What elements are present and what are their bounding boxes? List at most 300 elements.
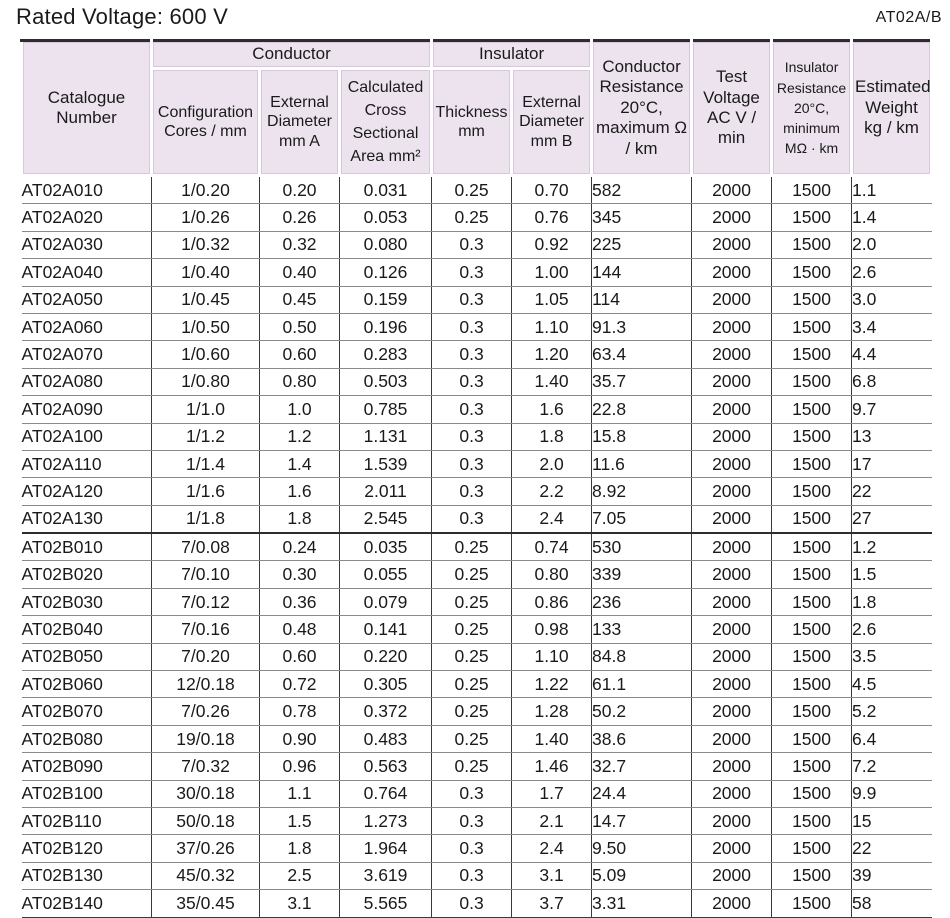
cell-test-voltage: 2000 [692, 423, 772, 450]
cell-test-voltage: 2000 [692, 259, 772, 286]
cell-insulator-external-diameter: 2.4 [512, 505, 592, 533]
cell-conductor-external-diameter: 0.48 [260, 616, 340, 643]
cell-conductor-external-diameter: 0.36 [260, 588, 340, 615]
cell-insulator-external-diameter: 0.74 [512, 533, 592, 561]
cell-conductor-external-diameter: 0.72 [260, 671, 340, 698]
table-row [22, 259, 932, 286]
cell-estimated-weight: 1.5 [852, 561, 932, 588]
cell-test-voltage: 2000 [692, 533, 772, 561]
cell-conductor-external-diameter: 0.26 [260, 204, 340, 231]
cell-insulator-thickness: 0.3 [432, 259, 512, 286]
cell-insulator-resistance: 1500 [772, 478, 852, 505]
cell-test-voltage: 2000 [692, 561, 772, 588]
cell-catalogue-number: AT02B010 [22, 533, 152, 561]
cell-insulator-resistance: 1500 [772, 753, 852, 780]
table-row [22, 478, 932, 505]
cell-cross-sectional-area: 0.785 [340, 396, 432, 423]
cell-conductor-resistance: 582 [592, 176, 692, 204]
cell-insulator-resistance: 1500 [772, 450, 852, 477]
cell-test-voltage: 2000 [692, 862, 772, 889]
cell-cross-sectional-area: 0.079 [340, 588, 432, 615]
cell-configuration: 7/0.12 [152, 588, 260, 615]
cell-test-voltage: 2000 [692, 807, 772, 834]
cell-conductor-external-diameter: 0.78 [260, 698, 340, 725]
cell-insulator-thickness: 0.3 [432, 423, 512, 450]
cell-insulator-thickness: 0.25 [432, 725, 512, 752]
cell-configuration: 37/0.26 [152, 835, 260, 862]
cell-catalogue-number: AT02A110 [22, 450, 152, 477]
cell-catalogue-number: AT02A100 [22, 423, 152, 450]
cell-conductor-external-diameter: 0.96 [260, 753, 340, 780]
table-row [22, 176, 932, 204]
cell-insulator-thickness: 0.3 [432, 478, 512, 505]
cell-test-voltage: 2000 [692, 698, 772, 725]
table-row [22, 368, 932, 395]
cell-estimated-weight: 13 [852, 423, 932, 450]
table-row [22, 780, 932, 807]
cell-catalogue-number: AT02A010 [22, 176, 152, 204]
cell-conductor-external-diameter: 0.60 [260, 341, 340, 368]
cell-estimated-weight: 5.2 [852, 698, 932, 725]
cell-estimated-weight: 1.4 [852, 204, 932, 231]
cell-conductor-resistance: 345 [592, 204, 692, 231]
header-insulator-group: Insulator [432, 41, 592, 69]
cell-cross-sectional-area: 0.159 [340, 286, 432, 313]
cell-insulator-external-diameter: 2.4 [512, 835, 592, 862]
cell-cross-sectional-area: 1.273 [340, 807, 432, 834]
table-row [22, 807, 932, 834]
cell-catalogue-number: AT02B040 [22, 616, 152, 643]
cell-test-voltage: 2000 [692, 643, 772, 670]
cell-test-voltage: 2000 [692, 505, 772, 533]
cell-estimated-weight: 3.4 [852, 313, 932, 340]
cell-catalogue-number: AT02A120 [22, 478, 152, 505]
cell-insulator-external-diameter: 1.22 [512, 671, 592, 698]
header-cross-sectional-area: Calculated Cross Sectional Area mm² [340, 69, 432, 176]
cell-insulator-thickness: 0.3 [432, 286, 512, 313]
cell-cross-sectional-area: 0.483 [340, 725, 432, 752]
cell-catalogue-number: AT02B080 [22, 725, 152, 752]
cell-insulator-thickness: 0.3 [432, 505, 512, 533]
cell-cross-sectional-area: 2.545 [340, 505, 432, 533]
table-row [22, 835, 932, 862]
table-row [22, 643, 932, 670]
cell-insulator-external-diameter: 2.0 [512, 450, 592, 477]
cell-catalogue-number: AT02A070 [22, 341, 152, 368]
cell-insulator-external-diameter: 3.7 [512, 890, 592, 917]
table-row [22, 533, 932, 561]
cell-estimated-weight: 17 [852, 450, 932, 477]
cell-test-voltage: 2000 [692, 616, 772, 643]
cell-test-voltage: 2000 [692, 890, 772, 917]
cell-insulator-resistance: 1500 [772, 807, 852, 834]
cell-configuration: 1/0.40 [152, 259, 260, 286]
cell-insulator-resistance: 1500 [772, 368, 852, 395]
cell-insulator-external-diameter: 1.40 [512, 725, 592, 752]
cell-insulator-thickness: 0.25 [432, 753, 512, 780]
cell-configuration: 35/0.45 [152, 890, 260, 917]
cell-insulator-external-diameter: 0.76 [512, 204, 592, 231]
page-title: Rated Voltage: 600 V [16, 4, 228, 29]
cell-cross-sectional-area: 0.305 [340, 671, 432, 698]
cell-configuration: 1/0.45 [152, 286, 260, 313]
cell-catalogue-number: AT02A080 [22, 368, 152, 395]
cell-cross-sectional-area: 0.035 [340, 533, 432, 561]
cell-insulator-external-diameter: 1.20 [512, 341, 592, 368]
cell-configuration: 45/0.32 [152, 862, 260, 889]
cell-conductor-external-diameter: 1.0 [260, 396, 340, 423]
cell-insulator-external-diameter: 1.10 [512, 643, 592, 670]
cell-insulator-resistance: 1500 [772, 588, 852, 615]
cell-insulator-external-diameter: 3.1 [512, 862, 592, 889]
cell-conductor-external-diameter: 1.1 [260, 780, 340, 807]
cell-cross-sectional-area: 1.964 [340, 835, 432, 862]
table-row [22, 423, 932, 450]
cell-conductor-external-diameter: 3.1 [260, 890, 340, 917]
cell-catalogue-number: AT02B030 [22, 588, 152, 615]
table-row [22, 505, 932, 533]
cell-estimated-weight: 7.2 [852, 753, 932, 780]
cell-catalogue-number: AT02A130 [22, 505, 152, 533]
cell-conductor-external-diameter: 0.90 [260, 725, 340, 752]
table-row [22, 725, 932, 752]
cell-catalogue-number: AT02B020 [22, 561, 152, 588]
cell-insulator-thickness: 0.3 [432, 862, 512, 889]
cell-insulator-resistance: 1500 [772, 505, 852, 533]
cell-configuration: 1/1.8 [152, 505, 260, 533]
cell-conductor-resistance: 5.09 [592, 862, 692, 889]
cell-insulator-thickness: 0.3 [432, 341, 512, 368]
table-row [22, 890, 932, 917]
cell-insulator-external-diameter: 0.80 [512, 561, 592, 588]
cell-insulator-resistance: 1500 [772, 259, 852, 286]
cell-catalogue-number: AT02A040 [22, 259, 152, 286]
header-insulator-external-diameter: External Diameter mm B [512, 69, 592, 176]
cell-conductor-resistance: 35.7 [592, 368, 692, 395]
cell-test-voltage: 2000 [692, 231, 772, 258]
cell-insulator-resistance: 1500 [772, 176, 852, 204]
table-row [22, 231, 932, 258]
cell-insulator-thickness: 0.3 [432, 807, 512, 834]
cell-estimated-weight: 9.7 [852, 396, 932, 423]
cell-conductor-resistance: 32.7 [592, 753, 692, 780]
table-row [22, 698, 932, 725]
cell-estimated-weight: 15 [852, 807, 932, 834]
cell-conductor-resistance: 24.4 [592, 780, 692, 807]
cell-estimated-weight: 6.4 [852, 725, 932, 752]
cell-test-voltage: 2000 [692, 725, 772, 752]
cell-cross-sectional-area: 1.539 [340, 450, 432, 477]
cell-test-voltage: 2000 [692, 313, 772, 340]
table-row [22, 313, 932, 340]
cell-insulator-resistance: 1500 [772, 204, 852, 231]
cell-conductor-external-diameter: 0.40 [260, 259, 340, 286]
cell-insulator-resistance: 1500 [772, 231, 852, 258]
cell-test-voltage: 2000 [692, 286, 772, 313]
cell-configuration: 1/0.50 [152, 313, 260, 340]
cell-test-voltage: 2000 [692, 588, 772, 615]
cell-insulator-thickness: 0.3 [432, 835, 512, 862]
cell-test-voltage: 2000 [692, 396, 772, 423]
cell-configuration: 1/1.2 [152, 423, 260, 450]
cell-insulator-thickness: 0.3 [432, 313, 512, 340]
cell-cross-sectional-area: 0.283 [340, 341, 432, 368]
cell-insulator-thickness: 0.25 [432, 561, 512, 588]
cell-cross-sectional-area: 3.619 [340, 862, 432, 889]
cell-insulator-thickness: 0.25 [432, 616, 512, 643]
cell-cross-sectional-area: 0.764 [340, 780, 432, 807]
cell-conductor-external-diameter: 1.8 [260, 835, 340, 862]
cell-estimated-weight: 1.1 [852, 176, 932, 204]
cell-insulator-external-diameter: 1.10 [512, 313, 592, 340]
cell-insulator-thickness: 0.25 [432, 643, 512, 670]
cell-catalogue-number: AT02B090 [22, 753, 152, 780]
cell-configuration: 1/1.6 [152, 478, 260, 505]
cell-insulator-resistance: 1500 [772, 643, 852, 670]
table-row [22, 616, 932, 643]
cell-estimated-weight: 39 [852, 862, 932, 889]
cell-estimated-weight: 2.6 [852, 259, 932, 286]
cell-estimated-weight: 6.8 [852, 368, 932, 395]
cell-estimated-weight: 3.5 [852, 643, 932, 670]
cell-cross-sectional-area: 0.196 [340, 313, 432, 340]
cell-configuration: 12/0.18 [152, 671, 260, 698]
cell-estimated-weight: 58 [852, 890, 932, 917]
header-conductor-group: Conductor [152, 41, 432, 69]
cell-insulator-external-diameter: 0.70 [512, 176, 592, 204]
cell-catalogue-number: AT02B050 [22, 643, 152, 670]
cell-catalogue-number: AT02B070 [22, 698, 152, 725]
cell-estimated-weight: 2.6 [852, 616, 932, 643]
cell-conductor-resistance: 225 [592, 231, 692, 258]
cell-catalogue-number: AT02A020 [22, 204, 152, 231]
table-row [22, 286, 932, 313]
table-row [22, 341, 932, 368]
cell-catalogue-number: AT02B100 [22, 780, 152, 807]
cell-estimated-weight: 1.8 [852, 588, 932, 615]
cell-insulator-external-diameter: 0.98 [512, 616, 592, 643]
cell-insulator-external-diameter: 1.28 [512, 698, 592, 725]
cell-conductor-resistance: 38.6 [592, 725, 692, 752]
cell-conductor-external-diameter: 1.4 [260, 450, 340, 477]
cell-test-voltage: 2000 [692, 671, 772, 698]
cell-conductor-resistance: 61.1 [592, 671, 692, 698]
cell-estimated-weight: 9.9 [852, 780, 932, 807]
cell-insulator-thickness: 0.25 [432, 533, 512, 561]
cell-conductor-resistance: 133 [592, 616, 692, 643]
cell-cross-sectional-area: 0.053 [340, 204, 432, 231]
cell-insulator-thickness: 0.3 [432, 368, 512, 395]
cell-conductor-resistance: 144 [592, 259, 692, 286]
cell-insulator-resistance: 1500 [772, 890, 852, 917]
cell-cross-sectional-area: 0.372 [340, 698, 432, 725]
cell-configuration: 1/0.26 [152, 204, 260, 231]
cell-estimated-weight: 22 [852, 835, 932, 862]
cell-configuration: 50/0.18 [152, 807, 260, 834]
cell-configuration: 1/0.32 [152, 231, 260, 258]
cell-cross-sectional-area: 0.220 [340, 643, 432, 670]
cell-configuration: 30/0.18 [152, 780, 260, 807]
cell-conductor-external-diameter: 0.45 [260, 286, 340, 313]
cell-estimated-weight: 4.5 [852, 671, 932, 698]
cell-estimated-weight: 4.4 [852, 341, 932, 368]
cell-insulator-thickness: 0.25 [432, 176, 512, 204]
cell-conductor-resistance: 530 [592, 533, 692, 561]
cell-estimated-weight: 27 [852, 505, 932, 533]
cell-cross-sectional-area: 0.031 [340, 176, 432, 204]
cell-estimated-weight: 22 [852, 478, 932, 505]
header-test-voltage: Test Voltage AC V / min [692, 41, 772, 176]
cell-insulator-external-diameter: 0.86 [512, 588, 592, 615]
cell-insulator-external-diameter: 1.7 [512, 780, 592, 807]
cell-catalogue-number: AT02A030 [22, 231, 152, 258]
cell-insulator-external-diameter: 1.6 [512, 396, 592, 423]
cell-configuration: 1/0.80 [152, 368, 260, 395]
cell-test-voltage: 2000 [692, 835, 772, 862]
cell-configuration: 7/0.08 [152, 533, 260, 561]
cell-conductor-external-diameter: 1.6 [260, 478, 340, 505]
spec-table [20, 39, 933, 918]
header-configuration: Configuration Cores / mm [152, 69, 260, 176]
cell-configuration: 7/0.10 [152, 561, 260, 588]
cell-cross-sectional-area: 0.126 [340, 259, 432, 286]
cell-insulator-resistance: 1500 [772, 341, 852, 368]
cell-conductor-external-diameter: 0.60 [260, 643, 340, 670]
cell-conductor-external-diameter: 0.24 [260, 533, 340, 561]
cell-insulator-external-diameter: 1.05 [512, 286, 592, 313]
cell-insulator-resistance: 1500 [772, 698, 852, 725]
cell-configuration: 1/0.60 [152, 341, 260, 368]
cell-conductor-resistance: 50.2 [592, 698, 692, 725]
cell-conductor-external-diameter: 0.80 [260, 368, 340, 395]
header-insulator-resistance: Insulator Resistance 20°C, minimum MΩ · km [772, 41, 852, 176]
cell-catalogue-number: AT02A050 [22, 286, 152, 313]
cell-configuration: 1/1.0 [152, 396, 260, 423]
cell-conductor-external-diameter: 0.20 [260, 176, 340, 204]
cell-insulator-thickness: 0.25 [432, 588, 512, 615]
cell-conductor-resistance: 339 [592, 561, 692, 588]
cell-insulator-external-diameter: 2.1 [512, 807, 592, 834]
cell-cross-sectional-area: 2.011 [340, 478, 432, 505]
cell-catalogue-number: AT02B060 [22, 671, 152, 698]
cell-estimated-weight: 3.0 [852, 286, 932, 313]
cell-test-voltage: 2000 [692, 478, 772, 505]
cell-estimated-weight: 1.2 [852, 533, 932, 561]
table-row [22, 862, 932, 889]
cell-conductor-resistance: 8.92 [592, 478, 692, 505]
header-thickness: Thickness mm [432, 69, 512, 176]
cell-catalogue-number: AT02B130 [22, 862, 152, 889]
header-catalogue-number: Catalogue Number [22, 41, 152, 176]
cell-conductor-resistance: 15.8 [592, 423, 692, 450]
cell-insulator-thickness: 0.3 [432, 780, 512, 807]
cell-catalogue-number: AT02A090 [22, 396, 152, 423]
cell-insulator-resistance: 1500 [772, 286, 852, 313]
cell-conductor-resistance: 91.3 [592, 313, 692, 340]
cell-conductor-resistance: 11.6 [592, 450, 692, 477]
cell-conductor-external-diameter: 0.30 [260, 561, 340, 588]
cell-insulator-resistance: 1500 [772, 561, 852, 588]
cell-estimated-weight: 2.0 [852, 231, 932, 258]
table-row [22, 450, 932, 477]
cell-insulator-thickness: 0.25 [432, 204, 512, 231]
cell-insulator-thickness: 0.3 [432, 450, 512, 477]
table-row [22, 396, 932, 423]
cell-insulator-thickness: 0.3 [432, 890, 512, 917]
cell-insulator-resistance: 1500 [772, 835, 852, 862]
cell-insulator-external-diameter: 0.92 [512, 231, 592, 258]
cell-conductor-external-diameter: 0.50 [260, 313, 340, 340]
table-row [22, 753, 932, 780]
cell-insulator-resistance: 1500 [772, 423, 852, 450]
product-code: AT02A/B [875, 9, 942, 26]
cell-cross-sectional-area: 5.565 [340, 890, 432, 917]
cell-test-voltage: 2000 [692, 450, 772, 477]
cell-insulator-resistance: 1500 [772, 862, 852, 889]
cell-insulator-resistance: 1500 [772, 671, 852, 698]
cell-insulator-external-diameter: 1.40 [512, 368, 592, 395]
cell-configuration: 19/0.18 [152, 725, 260, 752]
cell-conductor-resistance: 63.4 [592, 341, 692, 368]
cell-conductor-external-diameter: 1.8 [260, 505, 340, 533]
cell-conductor-resistance: 7.05 [592, 505, 692, 533]
cell-catalogue-number: AT02B110 [22, 807, 152, 834]
cell-conductor-resistance: 114 [592, 286, 692, 313]
cell-test-voltage: 2000 [692, 780, 772, 807]
cell-insulator-resistance: 1500 [772, 313, 852, 340]
header-estimated-weight: Estimated Weight kg / km [852, 41, 932, 176]
cell-insulator-thickness: 0.25 [432, 698, 512, 725]
cell-cross-sectional-area: 0.141 [340, 616, 432, 643]
table-row [22, 671, 932, 698]
cell-catalogue-number: AT02B140 [22, 890, 152, 917]
header-conductor-resistance: Conductor Resistance 20°C, maximum Ω / km [592, 41, 692, 176]
cell-cross-sectional-area: 0.055 [340, 561, 432, 588]
cell-cross-sectional-area: 0.563 [340, 753, 432, 780]
cell-insulator-thickness: 0.25 [432, 671, 512, 698]
cell-conductor-resistance: 3.31 [592, 890, 692, 917]
table-row [22, 561, 932, 588]
cell-conductor-resistance: 236 [592, 588, 692, 615]
cell-insulator-resistance: 1500 [772, 616, 852, 643]
cell-conductor-external-diameter: 1.5 [260, 807, 340, 834]
cell-conductor-external-diameter: 0.32 [260, 231, 340, 258]
cell-conductor-resistance: 9.50 [592, 835, 692, 862]
cell-insulator-thickness: 0.3 [432, 231, 512, 258]
cell-configuration: 7/0.20 [152, 643, 260, 670]
table-row [22, 588, 932, 615]
cell-configuration: 7/0.16 [152, 616, 260, 643]
spec-table-body [22, 176, 932, 918]
cell-insulator-external-diameter: 1.8 [512, 423, 592, 450]
cell-conductor-external-diameter: 1.2 [260, 423, 340, 450]
cell-configuration: 1/0.20 [152, 176, 260, 204]
cell-insulator-external-diameter: 1.00 [512, 259, 592, 286]
cell-cross-sectional-area: 1.131 [340, 423, 432, 450]
cell-conductor-resistance: 14.7 [592, 807, 692, 834]
cell-insulator-external-diameter: 2.2 [512, 478, 592, 505]
cell-test-voltage: 2000 [692, 176, 772, 204]
cell-conductor-resistance: 84.8 [592, 643, 692, 670]
cell-test-voltage: 2000 [692, 341, 772, 368]
cell-insulator-resistance: 1500 [772, 725, 852, 752]
cell-configuration: 7/0.26 [152, 698, 260, 725]
cell-cross-sectional-area: 0.503 [340, 368, 432, 395]
cell-cross-sectional-area: 0.080 [340, 231, 432, 258]
cell-test-voltage: 2000 [692, 753, 772, 780]
table-row [22, 204, 932, 231]
cell-configuration: 1/1.4 [152, 450, 260, 477]
